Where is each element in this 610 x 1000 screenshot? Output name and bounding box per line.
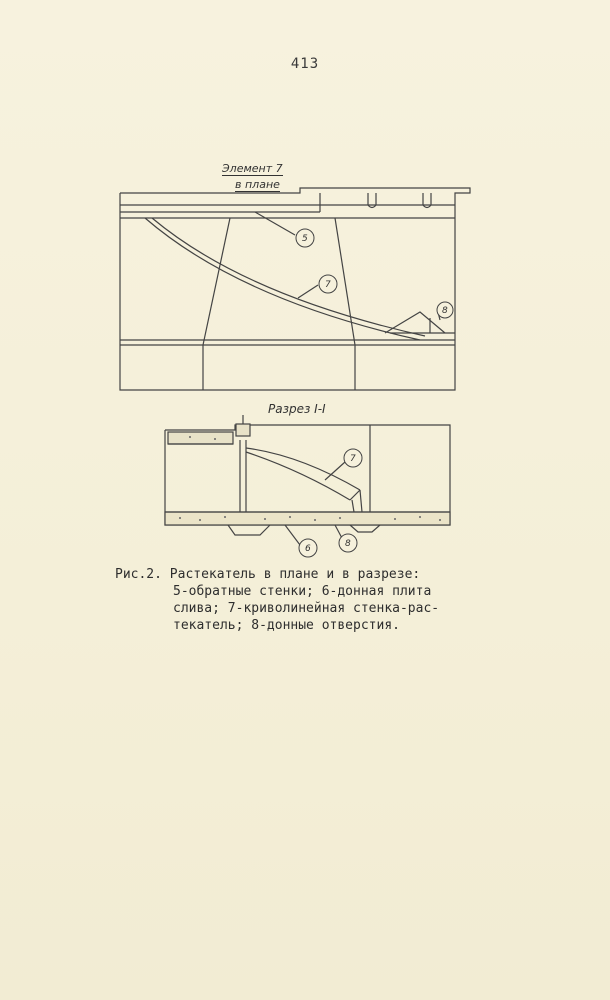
- callout-section-6-text: 6: [305, 544, 311, 554]
- page-number: 413: [290, 56, 320, 72]
- plan-view-drawing: [120, 188, 470, 390]
- callout-plan-8-text: 8: [442, 306, 448, 316]
- callout-plan-5-text: 5: [302, 234, 308, 244]
- caption-legend-line: слива; 7-криволинейная стенка-рас-: [173, 601, 440, 616]
- section-label: Разрез I-I: [268, 402, 326, 416]
- caption-title: Рис.2. Растекатель в плане и в разрезе:: [115, 567, 421, 582]
- callout-section-8-text: 8: [345, 539, 351, 549]
- callout-plan-7-text: 7: [325, 280, 331, 290]
- section-view-drawing: [165, 415, 450, 545]
- caption-legend-line: 5-обратные стенки; 6-донная плита: [173, 584, 432, 599]
- callout-section-7-text: 7: [350, 454, 356, 464]
- plan-label-line1: Элемент 7: [222, 162, 283, 175]
- plan-label-line2: в плане: [235, 178, 280, 191]
- figure-caption: [115, 566, 475, 634]
- caption-legend-line: текатель; 8-донные отверстия.: [173, 618, 400, 633]
